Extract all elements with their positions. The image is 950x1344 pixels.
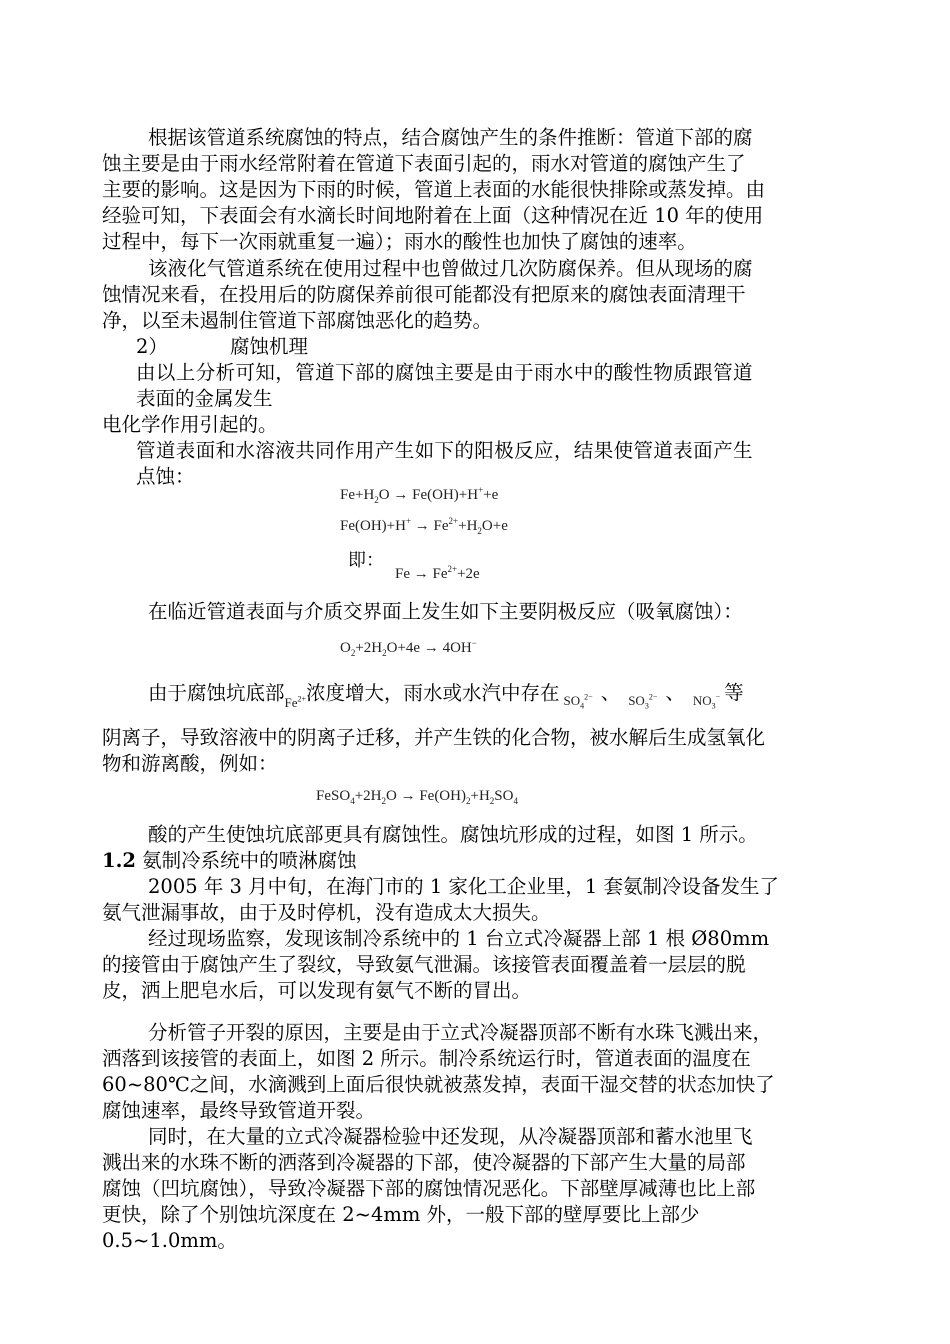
paragraph-10-line-1: 分析管子开裂的原因，主要是由于立式冷凝器顶部不断有水珠飞溅出来， [148,1021,773,1044]
equation-3: $Fe \to Fe^{2+}+2e$ [395,564,480,582]
paragraph-1-line-4: 经验可知，下表面会有水滴长时间地附着在上面（这种情况在近 10 年的使用 [102,204,764,227]
ion-separator-2: 、 [665,681,685,705]
paragraph-1-line-1: 根据该管道系统腐蚀的特点，结合腐蚀产生的条件推断：管道下部的腐 [148,126,753,149]
paragraph-11-line-4: 更快，除了个别蚀坑深度在 2~4mm 外，一般下部的壁厚要比上部少 [102,1203,700,1226]
paragraph-1-line-5: 过程中，每下一次雨就重复一遍）；雨水的酸性也加快了腐蚀的速率。 [102,230,697,253]
paragraph-6-line-3: 物和游离酸，例如： [102,752,278,775]
paragraph-11-line-5: 0.5~1.0mm。 [102,1229,237,1252]
paragraph-4-line-1: 管道表面和水溶液共同作用产生如下的阳极反应，结果使管道表面产生 [136,439,753,462]
paragraph-6-line-2: 阴离子，导致溶液中的阴离子迁移，并产生铁的化合物，被水解后生成氢氧化 [102,726,766,749]
paragraph-3-line-1: 由以上分析可知，管道下部的腐蚀主要是由于雨水中的酸性物质跟管道 [136,361,753,384]
paragraph-2-line-2: 蚀情况来看，在投用后的防腐保养前很可能都没有把原来的腐蚀表面清理干 [102,283,746,306]
paragraph-9-line-1: 经过现场监察，发现该制冷系统中的 1 台立式冷凝器上部 1 根 Ø80mm [148,927,770,950]
paragraph-9-line-3: 皮，洒上肥皂水后，可以发现有氨气不断的冒出。 [102,979,532,1002]
paragraph-10-line-3: 60~80℃之间，水滴溅到上面后很快就被蒸发掉，表面干湿交替的状态加快了 [102,1073,775,1096]
equation-5: $FeSO_4+2H_2O \to Fe(OH)_2+H_2SO_4$ [316,788,518,806]
paragraph-6-line-1: 由于腐蚀坑底部$_{Fe^{2+}}$浓度增大，雨水或水汽中存在 $_{SO_4^{2-}}$ 、 $_{SO_3^{2-}}$ 、 $_{NO_3^-}$ 等 [148,681,744,711]
paragraph-2-line-1: 该液化气管道系统在使用过程中也曾做过几次防腐保养。但从现场的腐 [148,257,753,280]
ion-sulfite: SO32− [628,693,658,711]
paragraph-11-line-2: 溅出来的水珠不断的洒落到冷凝器的下部，使冷凝器的下部产生大量的局部 [102,1151,746,1174]
equation-2: $Fe(OH)+H^+ \to Fe^{2+}+H_2O+e$ [340,516,508,536]
section-2-title: 腐蚀机理 [230,335,309,358]
section-heading-title: 氨制冷系统中的喷淋腐蚀 [142,849,357,872]
ion-sulfate: SO42− [563,693,593,711]
equation-1: $Fe+H_2O \to Fe(OH)+H^++e$ [340,485,499,505]
paragraph-8-line-2: 氨气泄漏事故，由于及时停机，没有造成太大损失。 [102,901,551,924]
paragraph-9-line-2: 的接管由于腐蚀产生了裂纹，导致氨气泄漏。该接管表面覆盖着一层层的脱 [102,953,746,976]
paragraph-3-line-3: 电化学作用引起的。 [102,413,278,436]
paragraph-7: 酸的产生使蚀坑底部更具有腐蚀性。腐蚀坑形成的过程，如图 1 所示。 [148,823,758,846]
paragraph-10-line-2: 洒落到该接管的表面上，如图 2 所示。制冷系统运行时，管道表面的温度在 [102,1047,751,1070]
section-heading [102,848,357,874]
paragraph-4-line-2: 点蚀： [136,465,195,488]
paragraph-11-line-1: 同时，在大量的立式冷凝器检验中还发现，从冷凝器顶部和蓄水池里飞 [148,1125,753,1148]
paragraph-2-line-3: 净，以至未遏制住管道下部腐蚀恶化的趋势。 [102,309,493,332]
section-heading-number: 1.2 [102,849,136,872]
equation-3-label: 即： [348,550,384,571]
paragraph-10-line-4: 腐蚀速率，最终导致管道开裂。 [102,1099,376,1122]
paragraph-5: 在临近管道表面与介质交界面上发生如下主要阴极反应（吸氧腐蚀）： [148,600,743,623]
paragraph-1-line-2: 蚀主要是由于雨水经常附着在管道下表面引起的，雨水对管道的腐蚀产生了 [102,152,746,175]
ion-separator-1: 、 [600,681,621,705]
paragraph-11-line-3: 腐蚀（凹坑腐蚀），导致冷凝器下部的腐蚀情况恶化。下部壁厚减薄也比上部 [102,1177,756,1200]
section-2-number: 2） [136,335,168,358]
ion-nitrate: NO3− [692,693,721,711]
equation-4: $O_2+2H_2O+4e \to 4OH^-$ [340,638,477,658]
paragraph-1-line-3: 主要的影响。这是因为下雨的时候，管道上表面的水能很快排除或蒸发掉。由 [102,178,766,201]
ion-fe2plus: Fe2+ [284,695,307,711]
paragraph-3-line-2: 表面的金属发生 [136,387,273,410]
paragraph-8-line-1: 2005 年 3 月中旬，在海门市的 1 家化工企业里，1 套氨制冷设备发生了 [148,875,780,898]
